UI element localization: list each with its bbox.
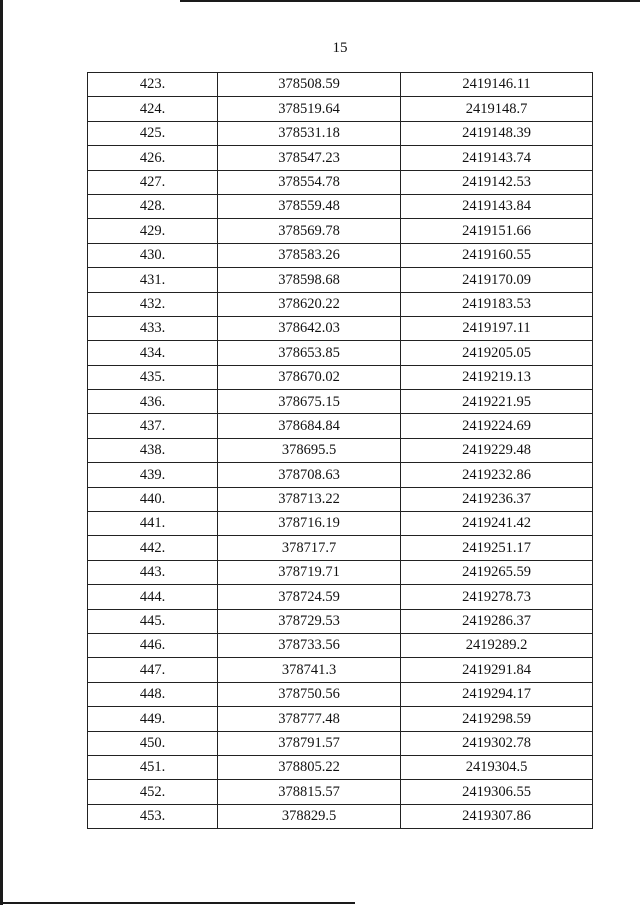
x-coordinate-cell: 378684.84 — [218, 414, 401, 438]
table-row — [88, 438, 593, 462]
y-coordinate-cell: 2419236.37 — [401, 487, 593, 511]
x-coordinate-cell: 378729.53 — [218, 609, 401, 633]
x-coordinate-cell: 378569.78 — [218, 219, 401, 243]
coordinates-table — [87, 72, 593, 829]
point-number-cell: 452. — [88, 780, 218, 804]
point-number-cell: 441. — [88, 512, 218, 536]
x-coordinate-cell: 378559.48 — [218, 194, 401, 218]
point-number-cell: 442. — [88, 536, 218, 560]
table-row — [88, 780, 593, 804]
x-coordinate-cell: 378598.68 — [218, 268, 401, 292]
y-coordinate-cell: 2419304.5 — [401, 755, 593, 779]
x-coordinate-cell: 378750.56 — [218, 682, 401, 706]
y-coordinate-cell: 2419241.42 — [401, 512, 593, 536]
y-coordinate-cell: 2419160.55 — [401, 243, 593, 267]
table-row — [88, 560, 593, 584]
x-coordinate-cell: 378675.15 — [218, 390, 401, 414]
y-coordinate-cell: 2419265.59 — [401, 560, 593, 584]
x-coordinate-cell: 378805.22 — [218, 755, 401, 779]
point-number-cell: 423. — [88, 73, 218, 97]
point-number-cell: 445. — [88, 609, 218, 633]
table-row — [88, 292, 593, 316]
coordinates-table-body — [88, 73, 593, 829]
table-row — [88, 219, 593, 243]
y-coordinate-cell: 2419151.66 — [401, 219, 593, 243]
x-coordinate-cell: 378716.19 — [218, 512, 401, 536]
table-row — [88, 658, 593, 682]
table-row — [88, 682, 593, 706]
x-coordinate-cell: 378815.57 — [218, 780, 401, 804]
table-row — [88, 146, 593, 170]
point-number-cell: 440. — [88, 487, 218, 511]
point-number-cell: 432. — [88, 292, 218, 316]
y-coordinate-cell: 2419148.7 — [401, 97, 593, 121]
x-coordinate-cell: 378777.48 — [218, 707, 401, 731]
table-row — [88, 97, 593, 121]
y-coordinate-cell: 2419197.11 — [401, 316, 593, 340]
y-coordinate-cell: 2419307.86 — [401, 804, 593, 828]
point-number-cell: 449. — [88, 707, 218, 731]
x-coordinate-cell: 378717.7 — [218, 536, 401, 560]
table-row — [88, 536, 593, 560]
x-coordinate-cell: 378519.64 — [218, 97, 401, 121]
y-coordinate-cell: 2419143.74 — [401, 146, 593, 170]
table-row — [88, 707, 593, 731]
y-coordinate-cell: 2419306.55 — [401, 780, 593, 804]
point-number-cell: 444. — [88, 585, 218, 609]
table-row — [88, 194, 593, 218]
y-coordinate-cell: 2419229.48 — [401, 438, 593, 462]
x-coordinate-cell: 378547.23 — [218, 146, 401, 170]
point-number-cell: 450. — [88, 731, 218, 755]
point-number-cell: 429. — [88, 219, 218, 243]
table-row — [88, 463, 593, 487]
point-number-cell: 447. — [88, 658, 218, 682]
table-row — [88, 731, 593, 755]
point-number-cell: 431. — [88, 268, 218, 292]
table-row — [88, 512, 593, 536]
y-coordinate-cell: 2419291.84 — [401, 658, 593, 682]
y-coordinate-cell: 2419298.59 — [401, 707, 593, 731]
x-coordinate-cell: 378642.03 — [218, 316, 401, 340]
y-coordinate-cell: 2419251.17 — [401, 536, 593, 560]
y-coordinate-cell: 2419289.2 — [401, 633, 593, 657]
y-coordinate-cell: 2419170.09 — [401, 268, 593, 292]
x-coordinate-cell: 378733.56 — [218, 633, 401, 657]
table-row — [88, 268, 593, 292]
x-coordinate-cell: 378653.85 — [218, 341, 401, 365]
table-row — [88, 487, 593, 511]
y-coordinate-cell: 2419221.95 — [401, 390, 593, 414]
x-coordinate-cell: 378508.59 — [218, 73, 401, 97]
x-coordinate-cell: 378583.26 — [218, 243, 401, 267]
table-row — [88, 170, 593, 194]
table-row — [88, 390, 593, 414]
point-number-cell: 424. — [88, 97, 218, 121]
point-number-cell: 433. — [88, 316, 218, 340]
point-number-cell: 451. — [88, 755, 218, 779]
x-coordinate-cell: 378741.3 — [218, 658, 401, 682]
scan-edge-bottom — [0, 902, 355, 904]
point-number-cell: 436. — [88, 390, 218, 414]
point-number-cell: 448. — [88, 682, 218, 706]
x-coordinate-cell: 378554.78 — [218, 170, 401, 194]
table-row — [88, 73, 593, 97]
point-number-cell: 430. — [88, 243, 218, 267]
y-coordinate-cell: 2419143.84 — [401, 194, 593, 218]
table-row — [88, 365, 593, 389]
y-coordinate-cell: 2419205.05 — [401, 341, 593, 365]
point-number-cell: 426. — [88, 146, 218, 170]
table-row — [88, 804, 593, 828]
x-coordinate-cell: 378713.22 — [218, 487, 401, 511]
x-coordinate-cell: 378620.22 — [218, 292, 401, 316]
point-number-cell: 443. — [88, 560, 218, 584]
y-coordinate-cell: 2419232.86 — [401, 463, 593, 487]
point-number-cell: 427. — [88, 170, 218, 194]
x-coordinate-cell: 378708.63 — [218, 463, 401, 487]
table-row — [88, 585, 593, 609]
page-number: 15 — [332, 40, 348, 56]
table-row — [88, 414, 593, 438]
y-coordinate-cell: 2419294.17 — [401, 682, 593, 706]
y-coordinate-cell: 2419224.69 — [401, 414, 593, 438]
scan-edge-left — [0, 0, 3, 905]
point-number-cell: 435. — [88, 365, 218, 389]
table-row — [88, 316, 593, 340]
point-number-cell: 439. — [88, 463, 218, 487]
point-number-cell: 434. — [88, 341, 218, 365]
table-row — [88, 609, 593, 633]
point-number-cell: 438. — [88, 438, 218, 462]
x-coordinate-cell: 378531.18 — [218, 121, 401, 145]
y-coordinate-cell: 2419183.53 — [401, 292, 593, 316]
x-coordinate-cell: 378791.57 — [218, 731, 401, 755]
x-coordinate-cell: 378719.71 — [218, 560, 401, 584]
table-row — [88, 633, 593, 657]
x-coordinate-cell: 378829.5 — [218, 804, 401, 828]
table-row — [88, 121, 593, 145]
y-coordinate-cell: 2419219.13 — [401, 365, 593, 389]
y-coordinate-cell: 2419286.37 — [401, 609, 593, 633]
point-number-cell: 446. — [88, 633, 218, 657]
table-row — [88, 243, 593, 267]
y-coordinate-cell: 2419148.39 — [401, 121, 593, 145]
y-coordinate-cell: 2419146.11 — [401, 73, 593, 97]
scan-edge-top — [180, 0, 640, 2]
point-number-cell: 453. — [88, 804, 218, 828]
table-row — [88, 341, 593, 365]
x-coordinate-cell: 378724.59 — [218, 585, 401, 609]
table-row — [88, 755, 593, 779]
x-coordinate-cell: 378670.02 — [218, 365, 401, 389]
x-coordinate-cell: 378695.5 — [218, 438, 401, 462]
y-coordinate-cell: 2419302.78 — [401, 731, 593, 755]
point-number-cell: 428. — [88, 194, 218, 218]
point-number-cell: 437. — [88, 414, 218, 438]
y-coordinate-cell: 2419142.53 — [401, 170, 593, 194]
y-coordinate-cell: 2419278.73 — [401, 585, 593, 609]
point-number-cell: 425. — [88, 121, 218, 145]
